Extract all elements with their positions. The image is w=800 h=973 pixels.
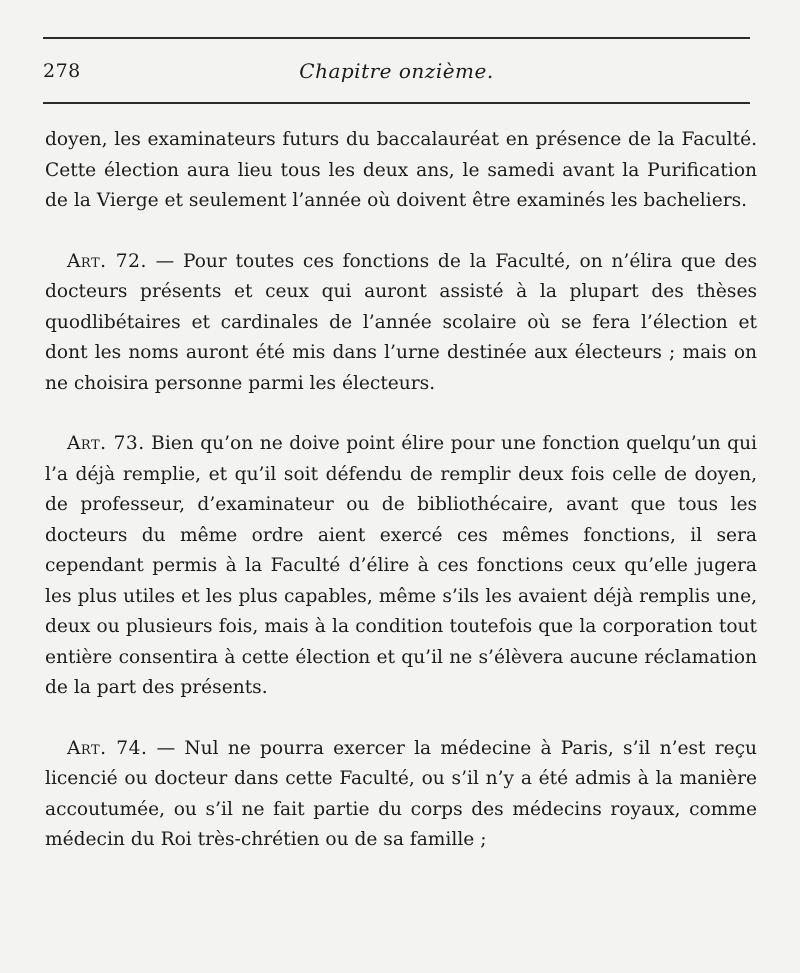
- running-header: [43, 52, 750, 88]
- article-text: Bien qu’on ne doive point élire pour une fonction quelqu’un qui l’a déjà remplie, et qu’il soit défendu de remplir deux fois celle de doyen, de professeur, d’examinateur ou de bibliothécaire, avant que tous les docteurs du même ordre aient exercé ces mêmes fonctions, il sera cependant permis à la Faculté d’élire à ces fonctions ceux qu’elle jugera les plus utiles et les plus capables, même s’ils les avaient déjà remplis une, deux ou plusieurs fois, mais à la condition toutefois que la corporation tout entière consentira à cette élection et qu’il ne s’élèvera aucune réclamation de la part des présents.: [45, 433, 757, 698]
- article-label: Art. 72.: [67, 250, 147, 272]
- page-body: [45, 125, 757, 856]
- page-number: 278: [43, 60, 81, 82]
- paragraph-text: doyen, les examinateurs futurs du baccalauréat en présence de la Faculté. Cette élection aura lieu tous les deux ans, le samedi avant la Purification de la Vierge et seulement l’année où doivent être examinés les bacheliers.: [45, 129, 757, 211]
- article-label: Art. 74.: [67, 737, 148, 759]
- article-text: — Pour toutes ces fonctions de la Faculté, on n’élira que des docteurs présents et ceux qui auront assisté à la plupart des thèses quodlibétaires et cardinales de l’année scolaire où se fera l’élection et dont les noms auront été mis dans l’urne destinée aux électeurs ; mais on ne choisira personne parmi les électeurs.: [45, 250, 757, 394]
- running-title: Chapitre onzième.: [299, 59, 494, 83]
- header-bottom-rule: [43, 102, 750, 104]
- article-label: Art. 73.: [67, 433, 145, 454]
- paragraph-continuation: [45, 125, 757, 217]
- header-top-rule: [43, 37, 750, 39]
- article-74: [45, 734, 757, 856]
- article-72: [45, 247, 757, 400]
- article-text: — Nul ne pourra exercer la médecine à Paris, s’il n’est reçu licencié ou docteur dans cette Faculté, ou s’il n’y a été admis à la manière accoutumée, ou s’il ne fait partie du corps des médecins royaux, comme médecin du Roi très-chrétien ou de sa famille ;: [45, 737, 757, 850]
- article-73: [45, 429, 757, 704]
